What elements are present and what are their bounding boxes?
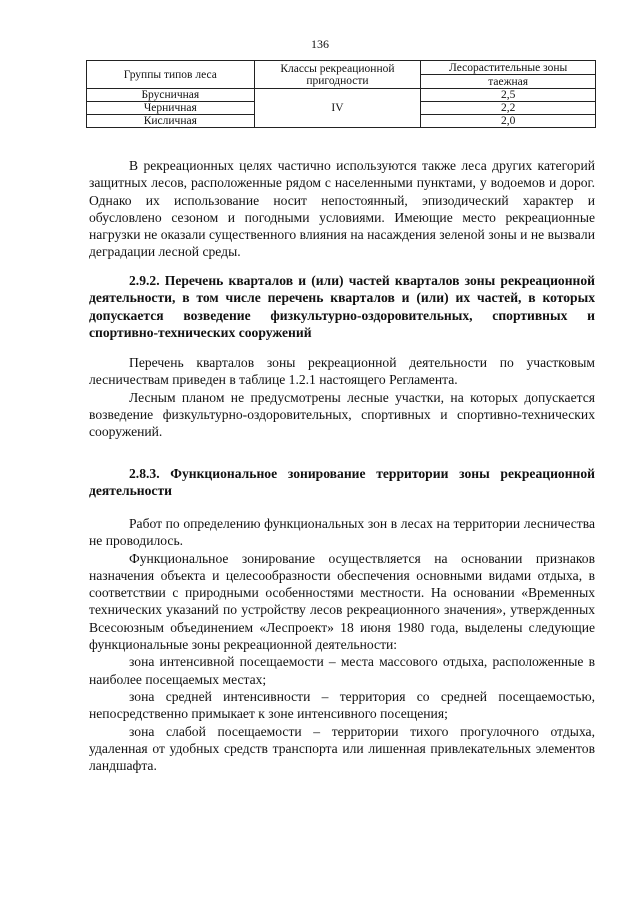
forest-recreation-table — [86, 60, 596, 128]
header-forest-zones: Лесорастительные зоны — [421, 61, 596, 75]
header-recreation-classes: Классы рекреационной пригодности — [254, 61, 421, 89]
paragraph-quarters-list: Перечень кварталов зоны рекреационной деятельности по участковым лесничествам приведен в таблице 1.2.1 настоящего Регламента. Лесным планом не предусмотрены лесные участки, на которых допускается возведение физкультурно-оздоровительных, спортивных и спортивно-технических сооружений. — [89, 355, 595, 440]
cell-group: Брусничная — [87, 89, 255, 102]
table-row — [87, 89, 596, 102]
section-heading-2-9-2: 2.9.2. Перечень кварталов и (или) частей кварталов зоны рекреационной деятельности, в том числе перечень кварталов и (или) их частей, в которых допускается возведение физкультурно-оздоровительных, спортивных и спортивно-технических сооружений — [89, 273, 595, 340]
paragraph-functional-zoning: Работ по определению функциональных зон в лесах на территории лесничества не проводилось. Функциональное зонирование осуществляется на основании признаков назначения объекта и целесообразности обеспечения основными видами отдыха, в соответствии с природными особенностями местности. На основании «Временных технических указаний по устройству лесов рекреационного значения», утвержденных Всесоюзным объединением «Леспроект» 18 июня 1980 года, выделены следующие функциональные зоны рекреационной деятельности: зона интенсивной посещаемости – места массового отдыха, расположенные в наиболее посещаемых местах; зона средней интенсивности – территория со средней посещаемостью, непосредственно примыкает к зоне интенсивного посещения; зона слабой посещаемости – территории тихого прогулочного отдыха, удаленная от удобных средств транспорта или лишенная привлекательных элементов ландшафта. — [89, 516, 595, 774]
zone-weak: зона слабой посещаемости – территории тихого прогулочного отдыха, удаленная от удобных средств транспорта или лишенная привлекательных элементов ландшафта. — [89, 723, 595, 774]
zone-medium: зона средней интенсивности – территория со средней посещаемостью, непосредственно примыкает к зоне интенсивного посещения; — [89, 688, 595, 722]
header-forest-groups: Группы типов леса — [87, 61, 255, 89]
zone-intensive: зона интенсивной посещаемости – места массового отдыха, расположенные в наиболее посещаемых местах; — [89, 654, 595, 687]
cell-class: IV — [254, 89, 421, 128]
header-taiga: таежная — [421, 75, 596, 89]
paragraph-recreation-forests: В рекреационных целях частично используются также леса других категорий защитных лесов, расположенные рядом с населенными пунктами, у водоемов и дорог. Однако их использование носит непостоянный, эпизодический характер и обусловлено сезоном и погодными условиями. Имеющие место рекреационные нагрузки не оказали существенного влияния на насаждения зеленой зоны и не вызвали деградации лесной среды. — [89, 158, 595, 260]
cell-value: 2,2 — [421, 102, 596, 115]
page-number: 136 — [311, 37, 329, 51]
cell-value: 2,5 — [421, 89, 596, 102]
cell-value: 2,0 — [421, 115, 596, 128]
cell-group: Черничная — [87, 102, 255, 115]
section-heading-2-8-3: 2.8.3. Функциональное зонирование территории зоны рекреационной деятельности — [89, 466, 595, 499]
cell-group: Кисличная — [87, 115, 255, 128]
